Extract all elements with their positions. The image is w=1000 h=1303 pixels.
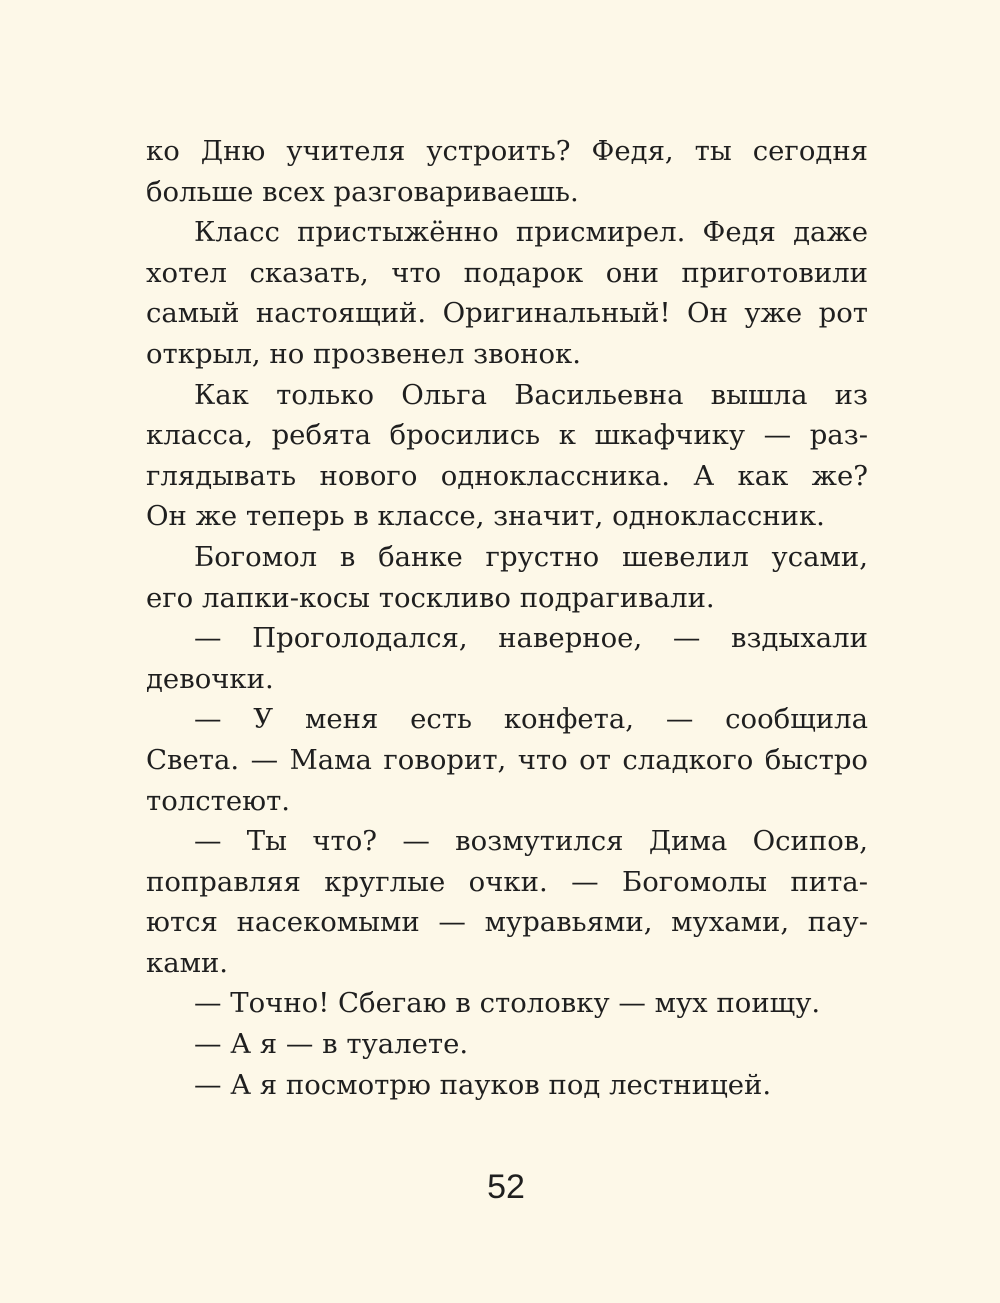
paragraph: [146, 1024, 868, 1065]
paragraph: [146, 699, 868, 821]
text-line: Богомол в банке грустно шевелил усами,: [194, 540, 868, 573]
text-line: его лапки-косы тоскливо подрагивали.: [146, 581, 715, 614]
text-line: — А я — в туалете.: [194, 1028, 469, 1061]
text-line: открыл, но прозвенел звонок.: [146, 337, 581, 370]
text-line: Как только Ольга Васильевна вышла из: [194, 378, 868, 411]
text-line: хотел сказать, что подарок они приготовили: [146, 256, 868, 289]
paragraph: [146, 537, 868, 618]
paragraph: [146, 983, 868, 1024]
text-line: Света. — Мама говорит, что от сладкого быстро: [146, 743, 868, 776]
text-line: Класс пристыжённо присмирел. Федя даже: [194, 216, 868, 249]
text-line: толстеют.: [146, 784, 291, 817]
text-line: больше всех разговариваешь.: [146, 175, 579, 208]
text-line: самый настоящий. Оригинальный! Он уже рот: [146, 297, 868, 330]
text-line: ко Дню учителя устроить? Федя, ты сегодня: [146, 135, 868, 167]
paragraph: [146, 1065, 868, 1106]
text-line: — Проголодался, наверное, — вздыхали: [194, 622, 868, 655]
text-line: класса, ребята бросились к шкафчику — раз-: [146, 419, 868, 452]
text-line: глядывать нового одноклассника. А как же?: [146, 459, 868, 492]
text-line: Он же теперь в классе, значит, одноклассник.: [146, 500, 825, 533]
paragraph: [146, 618, 868, 699]
page-number: 52: [487, 1168, 525, 1206]
paragraph: [146, 212, 868, 374]
text-line: ками.: [146, 946, 229, 979]
text-line: поправляя круглые очки. — Богомолы пита-: [146, 865, 868, 898]
paragraph: [146, 131, 868, 212]
paragraph: [146, 375, 868, 537]
text-line: девочки.: [146, 662, 274, 695]
text-line: ются насекомыми — муравьями, мухами, пау-: [146, 906, 868, 939]
text-line: — Ты что? — возмутился Дима Осипов,: [194, 825, 868, 858]
text-line: — А я посмотрю пауков под лестницей.: [194, 1068, 772, 1101]
text-line: — У меня есть конфета, — сообщила: [194, 703, 868, 736]
body-text: [146, 131, 868, 1105]
paragraph: [146, 821, 868, 983]
text-line: — Точно! Сбегаю в столовку — мух поищу.: [194, 987, 821, 1020]
